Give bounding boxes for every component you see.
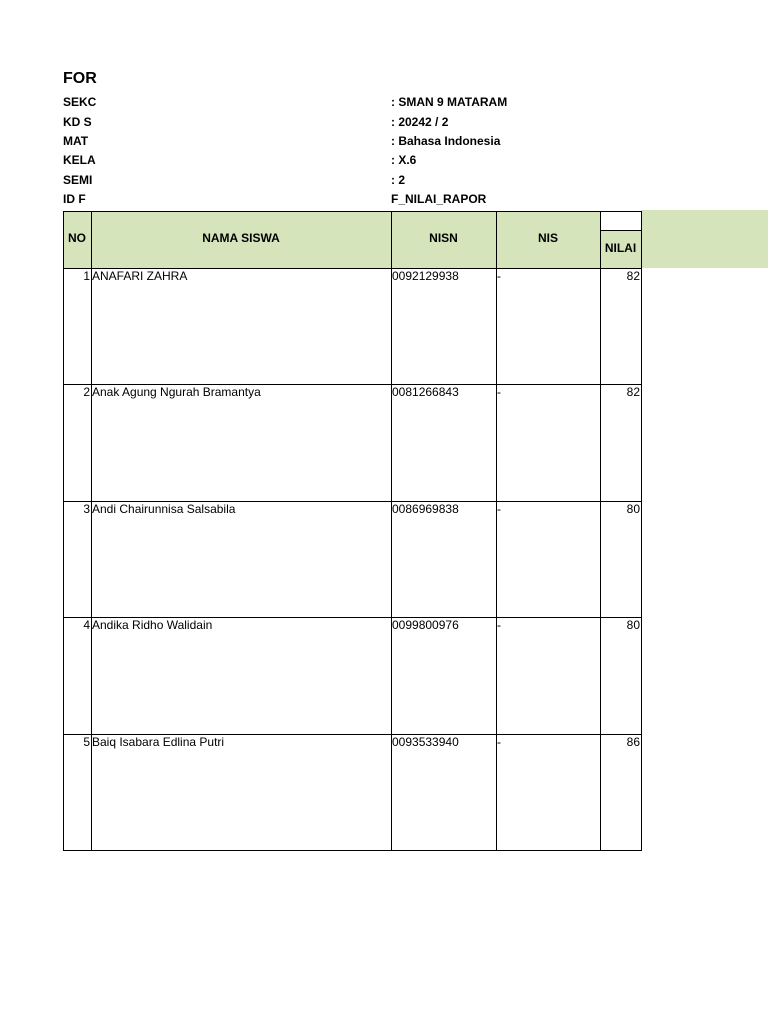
meta-key-kelas: KELA: [63, 153, 96, 167]
cell-nisn: 0092129938: [392, 269, 459, 283]
extra-header-fill: [641, 210, 768, 268]
meta-key-semester: SEMI: [63, 173, 93, 187]
cell-nisn: 0086969838: [392, 502, 459, 516]
column-header-nama-siswa: NAMA SISWA: [202, 231, 280, 245]
meta-value-kd: : 20242 / 2: [391, 115, 449, 129]
meta-value-kelas: : X.6: [391, 153, 417, 167]
meta-key-sekolah: SEKC: [63, 95, 97, 109]
column-divider: [391, 211, 392, 851]
nilai-group-border: [600, 230, 641, 231]
cell-nis: -: [497, 618, 501, 632]
column-divider: [496, 211, 497, 851]
meta-key-id: ID F: [63, 192, 86, 206]
meta-value-semester: : 2: [391, 173, 406, 187]
meta-key-mapel: MAT: [63, 134, 89, 148]
column-divider: [641, 211, 642, 851]
cell-no: 3: [83, 502, 90, 516]
cell-nisn: 0081266843: [392, 385, 459, 399]
cell-nisn: 0099800976: [392, 618, 459, 632]
column-header-nisn: NISN: [429, 231, 458, 245]
meta-value-id: F_NILAI_RAPOR: [391, 192, 487, 206]
cell-nilai: 82: [626, 385, 640, 399]
cell-no: 5: [83, 735, 90, 749]
cell-nama-siswa: Andi Chairunnisa Salsabila: [92, 502, 236, 516]
cell-nama-siswa: Baiq Isabara Edlina Putri: [92, 735, 225, 749]
cell-no: 4: [83, 618, 90, 632]
column-header-nis: NIS: [537, 231, 558, 245]
column-divider: [600, 211, 601, 851]
cell-no: 2: [83, 385, 90, 399]
column-divider: [91, 211, 92, 851]
cell-no: 1: [83, 269, 90, 283]
cell-nilai: 86: [626, 735, 640, 749]
column-header-nilai: NILAI: [604, 241, 637, 255]
meta-key-kd: KD S: [63, 115, 92, 129]
cell-nama-siswa: Andika Ridho Walidain: [92, 618, 213, 632]
column-divider: [63, 211, 64, 851]
cell-nilai: 80: [626, 502, 640, 516]
cell-nilai: 80: [626, 618, 640, 632]
cell-nis: -: [497, 735, 501, 749]
cell-nis: -: [497, 385, 501, 399]
table-top-border: [63, 211, 641, 212]
cell-nilai: 82: [626, 269, 640, 283]
column-header-no: NO: [68, 231, 86, 245]
cell-nama-siswa: ANAFARI ZAHRA: [92, 269, 188, 283]
cell-nis: -: [497, 269, 501, 283]
meta-value-sekolah: : SMAN 9 MATARAM: [391, 95, 508, 109]
meta-value-mapel: : Bahasa Indonesia: [391, 134, 501, 148]
cell-nama-siswa: Anak Agung Ngurah Bramantya: [92, 385, 261, 399]
form-title: FOR: [63, 70, 97, 87]
cell-nisn: 0093533940: [392, 735, 459, 749]
table-bottom-border: [63, 850, 641, 851]
cell-nis: -: [497, 502, 501, 516]
